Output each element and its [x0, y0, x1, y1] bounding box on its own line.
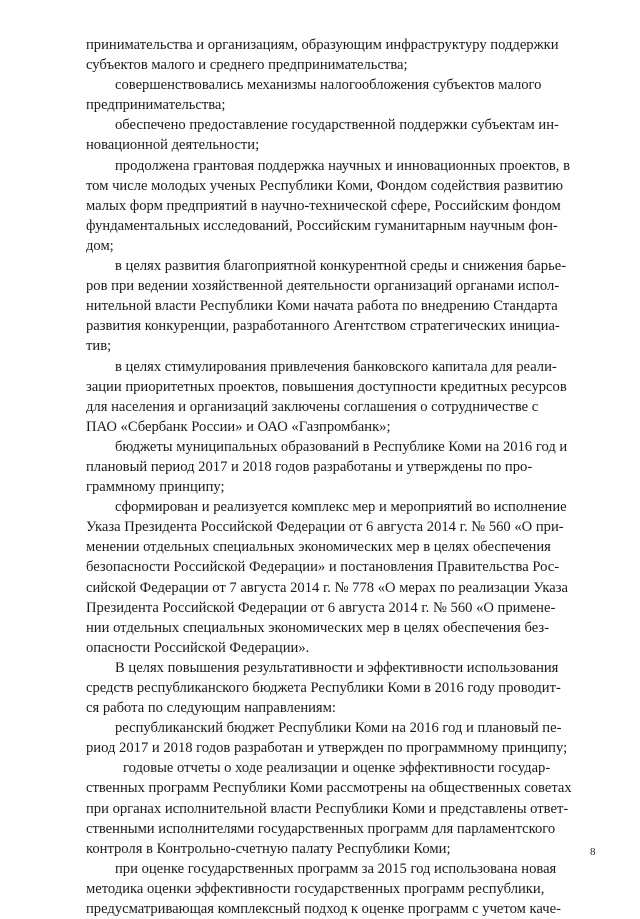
text-line: при органах исполнительной власти Республики Коми и представлены ответ-	[86, 800, 569, 817]
text-line: малых форм предприятий в научно-технической сфере, Российским фондом	[86, 197, 561, 214]
text-line: граммному принципу;	[86, 479, 225, 496]
text-line: дом;	[86, 237, 114, 254]
text-line: ров при ведении хозяйственной деятельности организаций органами испол-	[86, 278, 560, 295]
text-line: Президента Российской Федерации от 6 августа 2014 г. № 560 «О примене-	[86, 599, 556, 616]
text-line: совершенствовались механизмы налогообложения субъектов малого	[115, 77, 542, 94]
text-line: для населения и организаций заключены соглашения о сотрудничестве с	[86, 398, 539, 415]
text-line: контроля в Контрольно-счетную палату Республики Коми;	[86, 840, 451, 857]
text-line: принимательства и организациям, образующим инфраструктуру поддержки	[86, 37, 559, 53]
text-line: риод 2017 и 2018 годов разработан и утвержден по программному принципу;	[86, 740, 568, 757]
text-line: сформирован и реализуется комплекс мер и мероприятий во исполнение	[115, 499, 567, 516]
page-number: 8	[590, 846, 596, 858]
text-line: ся работа по следующим направлениям:	[86, 700, 336, 717]
text-line: нительной власти Республики Коми начата работа по внедрению Стандарта	[86, 298, 558, 315]
text-line: предусматривающая комплексный подход к оценке программ с учетом каче-	[86, 901, 561, 918]
text-line: опасности Российской Федерации».	[86, 639, 310, 656]
text-line: обеспечено предоставление государственной поддержки субъектам ин-	[115, 117, 559, 134]
text-line: нии отдельных специальных экономических мер в целях обеспечения без-	[86, 619, 550, 636]
text-line: в целях развития благоприятной конкурентной среды и снижения барье-	[115, 258, 567, 275]
text-line: бюджеты муниципальных образований в Республике Коми на 2016 год и	[115, 438, 568, 455]
text-line: в целях стимулирования привлечения банковского капитала для реали-	[115, 358, 557, 375]
text-line: Указа Президента Российской Федерации от 6 августа 2014 г. № 560 «О при-	[86, 519, 564, 536]
text-line: при оценке государственных программ за 2015 год использована новая	[115, 860, 557, 877]
text-line: том числе молодых ученых Республики Коми, Фондом содействия развитию	[86, 177, 563, 194]
text-line: ственных программ Республики Коми рассмотрены на общественных советах	[86, 780, 572, 797]
text-line: безопасности Российской Федерации» и постановления Правительства Рос-	[86, 559, 560, 576]
text-line: фундаментальных исследований, Российским гуманитарным научным фон-	[86, 217, 558, 234]
text-line: предпринимательства;	[86, 97, 226, 114]
text-line: продолжена грантовая поддержка научных и инновационных проектов, в	[115, 157, 570, 174]
text-line: менении отдельных специальных экономических мер в целях обеспечения	[86, 539, 551, 556]
text-line: сийской Федерации от 7 августа 2014 г. № 778 «О мерах по реализации Указа	[86, 579, 568, 596]
text-line: В целях повышения результативности и эффективности использования	[115, 659, 559, 676]
text-line: зации приоритетных проектов, повышения доступности кредитных ресурсов	[86, 378, 567, 395]
body-text	[86, 35, 598, 919]
text-line: новационной деятельности;	[86, 137, 260, 154]
text-line: субъектов малого и среднего предпринимательства;	[86, 57, 408, 74]
text-line: ственными исполнителями государственных программ для парламентского	[86, 820, 556, 837]
text-line: республиканский бюджет Республики Коми на 2016 год и плановый пе-	[115, 720, 562, 737]
text-line: методика оценки эффективности государственных программ республики,	[86, 880, 545, 897]
text-line: плановый период 2017 и 2018 годов разработаны и утверждены по про-	[86, 458, 533, 475]
text-line: средств республиканского бюджета Республики Коми в 2016 году проводит-	[86, 680, 561, 696]
text-line: ПАО «Сбербанк России» и ОАО «Газпромбанк»;	[86, 418, 391, 435]
text-line: тив;	[86, 338, 112, 355]
text-line: годовые отчеты о ходе реализации и оценке эффективности государ-	[123, 760, 551, 777]
text-line: развития конкуренции, разработанного Агентством стратегических инициа-	[86, 318, 560, 335]
